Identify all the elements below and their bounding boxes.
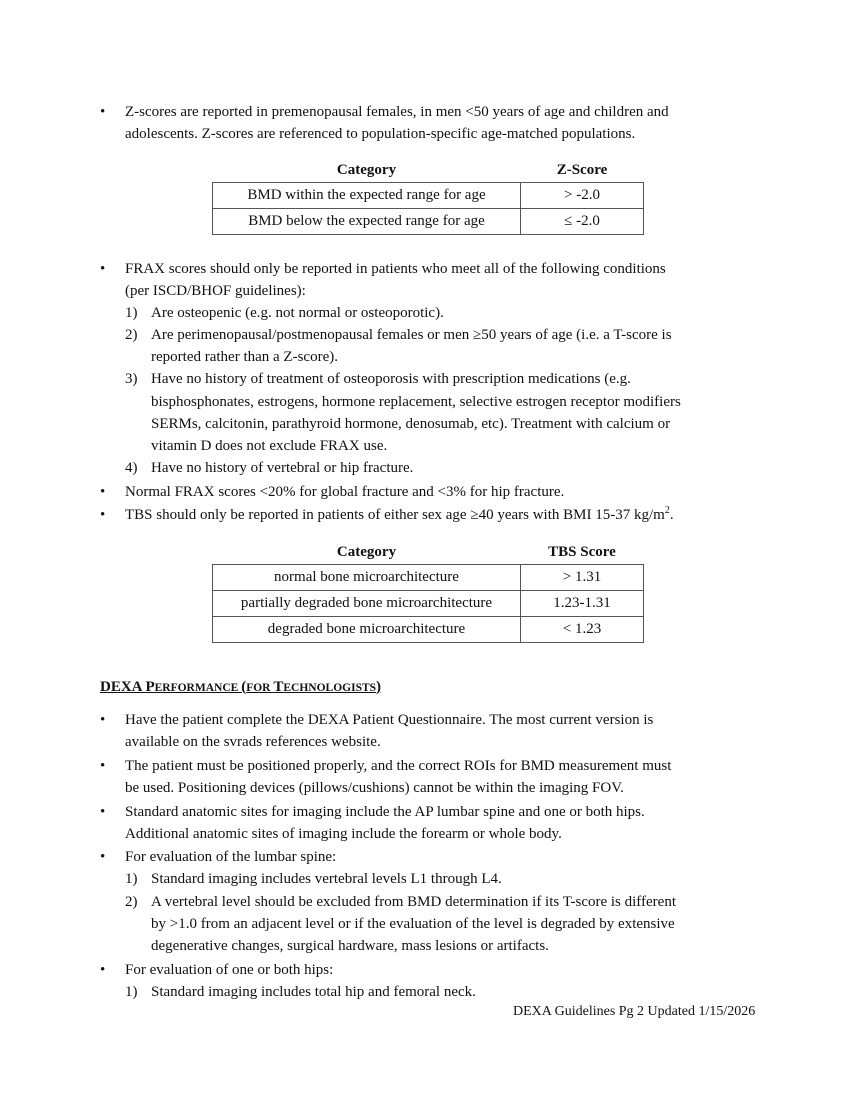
table-cell: BMD within the expected range for age — [213, 183, 521, 209]
list-item-continuation: reported rather than a Z-score). — [151, 349, 338, 365]
table-cell: 1.23-1.31 — [521, 591, 644, 617]
table-cell: < 1.23 — [521, 617, 644, 643]
tbs-table — [212, 541, 644, 643]
table-cell: partially degraded bone microarchitecture — [213, 591, 521, 617]
bullet-symbol: • — [100, 712, 106, 728]
list-number: 3) — [125, 371, 138, 387]
tbs-superscript: 2 — [664, 505, 670, 516]
heading-part: P — [145, 679, 155, 695]
tbs-table-header-category: Category — [336, 544, 397, 560]
zscore-text-line2: adolescents. Z-scores are referenced to population-specific age-matched populations. — [125, 126, 636, 142]
bullet-symbol: • — [100, 758, 106, 774]
list-item: Standard imaging includes vertebral levels L1 through L4. — [151, 871, 502, 887]
list-item-continuation: degenerative changes, surgical hardware, mass lesions or artifacts. — [151, 938, 549, 954]
frax-normal-text: Normal FRAX scores <20% for global fracture and <3% for hip fracture. — [125, 484, 565, 500]
perf-text: For evaluation of one or both hips: — [125, 962, 334, 978]
zscore-table — [212, 159, 644, 235]
bullet-symbol: • — [100, 261, 106, 277]
zscore-text-line1: Z-scores are reported in premenopausal females, in men <50 years of age and children and — [125, 104, 669, 120]
list-item-continuation: bisphosphonates, estrogens, hormone replacement, selective estrogen receptor modifiers — [151, 394, 681, 410]
page-footer: DEXA Guidelines Pg 2 Updated 1/15/2026 — [513, 1004, 756, 1019]
tbs-text — [125, 507, 674, 524]
table-row — [213, 617, 644, 643]
bullet-symbol: • — [100, 104, 106, 120]
bullet-symbol: • — [100, 804, 106, 820]
table-cell: ≤ -2.0 — [521, 209, 644, 235]
list-item-continuation: SERMs, calcitonin, parathyroid hormone, denosumab, etc). Treatment with calcium or — [151, 416, 671, 432]
bullet-symbol: • — [100, 849, 106, 865]
heading-part: DEXA — [100, 679, 146, 695]
perf-text: The patient must be positioned properly, and the correct ROIs for BMD measurement must — [125, 758, 672, 774]
heading-part: ( — [241, 679, 247, 695]
bullet-symbol: • — [100, 484, 106, 500]
frax-text-line2: (per ISCD/BHOF guidelines): — [125, 283, 306, 299]
perf-text: Have the patient complete the DEXA Patient Questionnaire. The most current version is — [125, 712, 654, 728]
table-cell: degraded bone microarchitecture — [213, 617, 521, 643]
table-row — [213, 591, 644, 617]
heading-part: T — [273, 679, 284, 695]
section-heading — [100, 679, 381, 696]
heading-part: ) — [376, 679, 382, 695]
list-item: Have no history of treatment of osteoporosis with prescription medications (e.g. — [151, 371, 631, 387]
table-row — [213, 565, 644, 591]
list-number: 2) — [125, 894, 138, 910]
tbs-table-header-score: TBS Score — [548, 544, 616, 560]
heading-part: ECHNOLOGISTS — [283, 682, 377, 694]
list-item-continuation: vitamin D does not exclude FRAX use. — [151, 438, 388, 454]
table-cell: > -2.0 — [521, 183, 644, 209]
bullet-symbol: • — [100, 962, 106, 978]
list-item: Are perimenopausal/postmenopausal females or men ≥50 years of age (i.e. a T-score is — [151, 327, 672, 343]
list-item: A vertebral level should be excluded from BMD determination if its T-score is different — [151, 894, 677, 910]
list-item: Standard imaging includes total hip and femoral neck. — [151, 984, 476, 1000]
zscore-table-header-category: Category — [336, 162, 397, 178]
list-number: 1) — [125, 871, 138, 887]
list-number: 4) — [125, 460, 138, 476]
bullet-symbol: • — [100, 507, 106, 523]
table-cell: normal bone microarchitecture — [213, 565, 521, 591]
table-row — [213, 183, 644, 209]
list-item-continuation: by >1.0 from an adjacent level or if the evaluation of the level is degraded by extensive — [151, 916, 675, 932]
perf-text: available on the svrads references website. — [125, 734, 381, 750]
list-item: Have no history of vertebral or hip fracture. — [151, 460, 414, 476]
list-number: 2) — [125, 327, 138, 343]
perf-text: Additional anatomic sites of imaging include the forearm or whole body. — [125, 826, 562, 842]
perf-text: be used. Positioning devices (pillows/cushions) cannot be within the imaging FOV. — [125, 780, 624, 796]
tbs-text-end: . — [669, 507, 674, 523]
list-item: Are osteopenic (e.g. not normal or osteoporotic). — [151, 305, 444, 321]
perf-text: Standard anatomic sites for imaging include the AP lumbar spine and one or both hips. — [125, 804, 645, 820]
list-number: 1) — [125, 984, 138, 1000]
table-row — [213, 209, 644, 235]
frax-text-line1: FRAX scores should only be reported in patients who meet all of the following conditions — [125, 261, 666, 277]
table-cell: BMD below the expected range for age — [213, 209, 521, 235]
zscore-table-header-score: Z-Score — [556, 162, 608, 178]
tbs-text-main: TBS should only be reported in patients of either sex age ≥40 years with BMI 15-37 kg/m — [125, 507, 665, 523]
heading-part: FOR — [246, 682, 274, 694]
table-cell: > 1.31 — [521, 565, 644, 591]
heading-part: ERFORMANCE — [154, 682, 242, 694]
perf-text: For evaluation of the lumbar spine: — [125, 849, 337, 865]
list-number: 1) — [125, 305, 138, 321]
